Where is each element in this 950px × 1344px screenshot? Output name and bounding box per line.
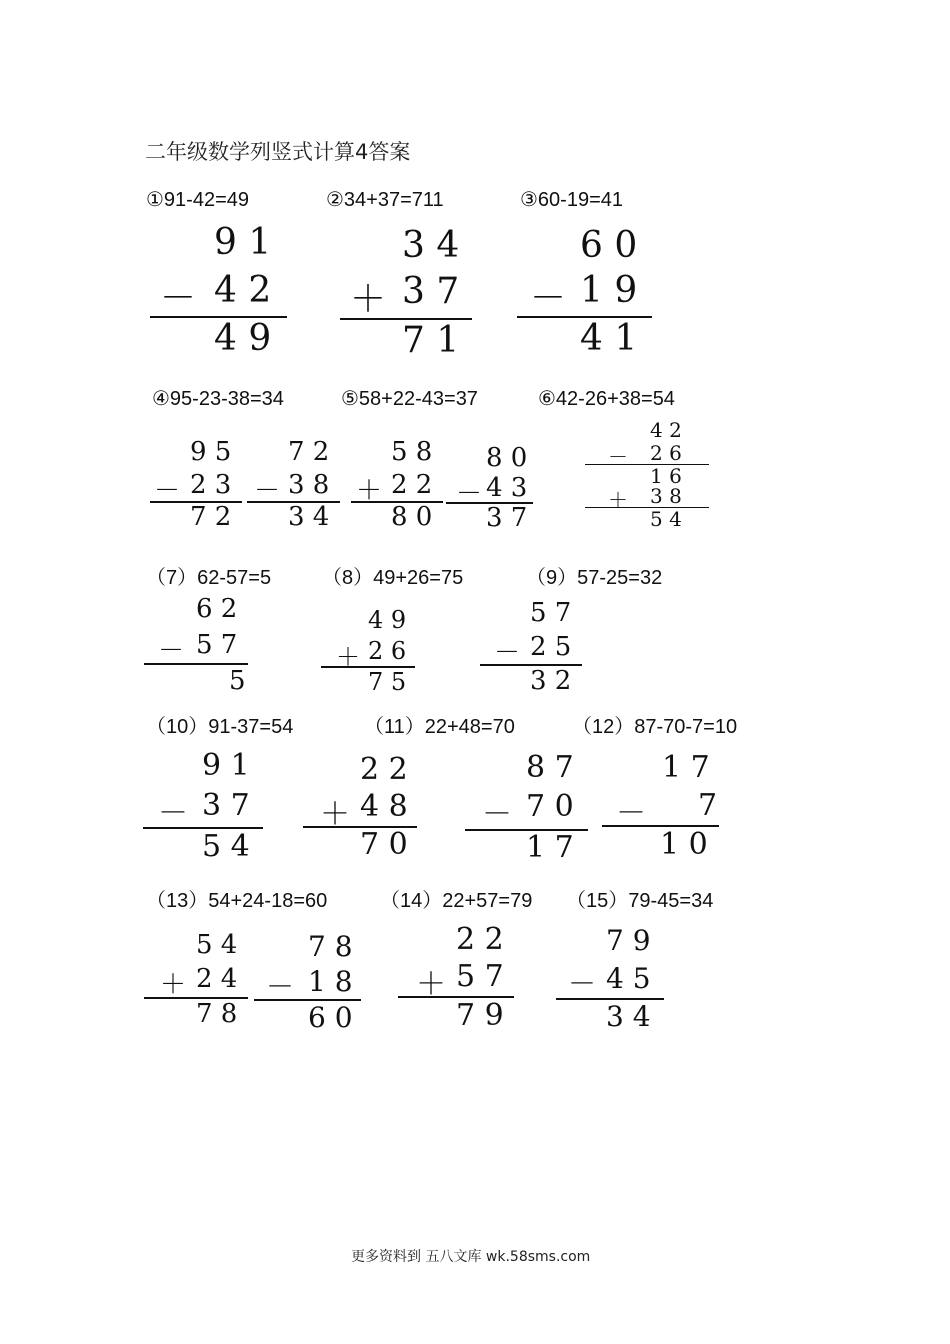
top-number: 7 8 [308, 930, 353, 963]
result-number: 7 5 [368, 668, 407, 696]
top-number: 7 2 [288, 437, 330, 467]
second-number: 2 4 [196, 964, 238, 994]
intermediate-line [585, 464, 709, 465]
problem-label-15: （15）79-45=34 [566, 890, 714, 912]
second-number: 4 2 [214, 270, 272, 311]
second-number: 5 7 [456, 959, 504, 994]
top-number: 2 2 [456, 922, 504, 957]
top-number: 8 7 [526, 750, 574, 785]
top-number: 2 2 [360, 752, 408, 787]
problem-label-12: （12）87-70-7=10 [572, 716, 738, 738]
second-number: 4 8 [360, 789, 408, 824]
operator-minus: － [608, 445, 628, 469]
top-number: 8 0 [486, 443, 528, 473]
operator-minus: － [158, 636, 185, 666]
top-number: 6 0 [580, 225, 638, 266]
top-number: 5 4 [196, 930, 238, 960]
problem-label-10: （10）91-37=54 [146, 716, 294, 738]
second-number: 2 3 [190, 470, 232, 500]
second-number: 3 7 [202, 788, 250, 823]
operator-minus: － [616, 796, 646, 831]
result-number: 7 8 [196, 999, 238, 1029]
second-number: 3 8 [288, 470, 330, 500]
page-title: 二年级数学列竖式计算4答案 [145, 140, 411, 164]
top-number: 7 9 [606, 924, 651, 957]
result-number: 5 [229, 666, 246, 696]
operator-minus: － [160, 278, 197, 319]
operator-plus: ＋ [320, 797, 350, 832]
problem-label-14: （14）22+57=79 [380, 890, 533, 912]
second-number: 5 7 [196, 630, 238, 660]
operator-plus: ＋ [160, 970, 187, 1000]
result-line [144, 663, 248, 665]
footer-text: 更多资料到 五八文库 wk.58sms.com [351, 1249, 591, 1265]
top-number: 4 2 [650, 418, 682, 442]
result-number: 8 0 [391, 502, 433, 532]
top-number: 4 9 [368, 606, 407, 634]
second-number: 7 0 [526, 789, 574, 824]
second-number: 4 3 [486, 473, 528, 503]
result-number: 1 7 [526, 830, 574, 865]
result-number: 3 4 [288, 502, 330, 532]
result-number: 3 4 [606, 1000, 651, 1033]
result-number: 7 9 [456, 998, 504, 1033]
operator-minus: － [158, 796, 188, 831]
operator-plus: ＋ [356, 476, 383, 506]
operator-minus: － [568, 967, 597, 1000]
operator-plus: ＋ [608, 488, 628, 512]
top-number: 5 7 [530, 598, 572, 628]
problem-label-8: （8）49+26=75 [322, 567, 464, 589]
result-number: 1 0 [660, 827, 708, 862]
result-line [585, 507, 709, 508]
problem-label-7: （7）62-57=5 [146, 567, 272, 589]
second-number: 4 5 [606, 962, 651, 995]
intermediate-number: 1 6 [650, 464, 682, 488]
result-number: 7 2 [190, 502, 232, 532]
top-number: 9 1 [202, 748, 250, 783]
operator-plus: ＋ [336, 643, 360, 671]
second-number: 2 2 [391, 470, 433, 500]
second-number: 3 7 [402, 271, 460, 312]
problem-label-4: ④95-23-38=34 [152, 388, 284, 410]
result-number: 4 1 [580, 318, 638, 359]
problem-label-5: ⑤58+22-43=37 [341, 388, 478, 410]
top-number: 6 2 [196, 594, 238, 624]
operator-minus: － [266, 970, 295, 1003]
second-number: 2 6 [650, 441, 682, 465]
top-number: 3 4 [402, 225, 460, 266]
problem-label-1: ①91-42=49 [146, 189, 250, 211]
operator-minus: － [254, 476, 281, 506]
result-number: 7 1 [402, 320, 460, 361]
second-number: 7 [698, 788, 718, 823]
operator-minus: － [482, 797, 512, 832]
operator-plus: ＋ [416, 967, 446, 1002]
operator-minus: － [456, 479, 483, 509]
top-number: 9 1 [214, 222, 272, 263]
result-number: 3 7 [486, 503, 528, 533]
top-number: 5 8 [391, 437, 433, 467]
result-number: 7 0 [360, 827, 408, 862]
operator-minus: － [494, 638, 521, 668]
problem-label-6: ⑥42-26+38=54 [538, 388, 675, 410]
problem-label-3: ③60-19=41 [520, 189, 624, 211]
problem-label-9: （9）57-25=32 [526, 567, 663, 589]
top-number: 1 7 [662, 750, 710, 785]
second-number: 2 6 [368, 637, 407, 665]
operator-plus: ＋ [350, 279, 387, 320]
result-number: 4 9 [214, 318, 272, 359]
top-number: 9 5 [190, 437, 232, 467]
second-number: 1 8 [308, 965, 353, 998]
third-number: 3 8 [650, 484, 682, 508]
operator-minus: － [154, 476, 181, 506]
problem-label-11: （11）22+48=70 [364, 716, 515, 738]
result-number: 3 2 [530, 666, 572, 696]
second-number: 1 9 [580, 270, 638, 311]
result-number: 5 4 [650, 507, 682, 531]
result-number: 6 0 [308, 1001, 353, 1034]
second-number: 2 5 [530, 632, 572, 662]
result-number: 5 4 [202, 829, 250, 864]
problem-label-2: ②34+37=711 [326, 189, 444, 211]
problem-label-13: （13）54+24-18=60 [146, 890, 328, 912]
operator-minus: － [530, 278, 567, 319]
